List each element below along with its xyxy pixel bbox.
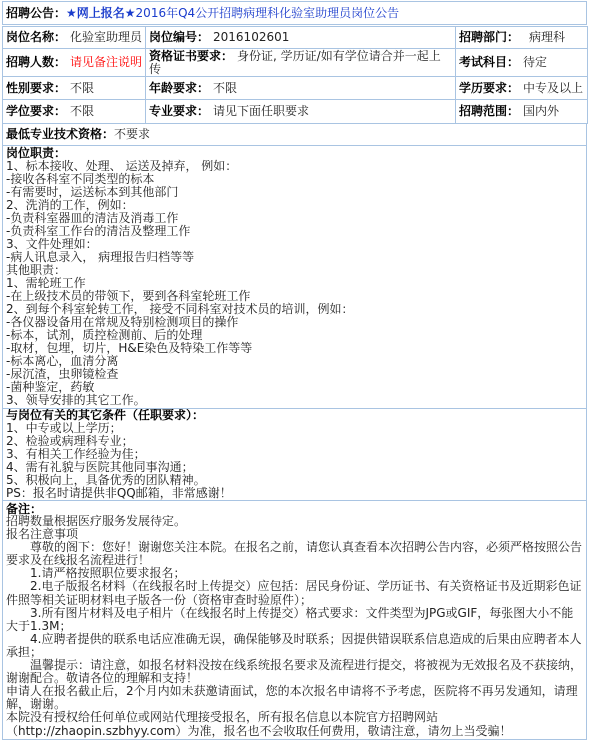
remarks-paragraph: 2.电子版报名材料（在线报名时上传提交）应包括：居民身份证、学历证书、有关资格证书及近期彩色证件照等相关证明材料电子版各一份（资格审查时验原件）； (6, 579, 582, 607)
duty-line: 3、文件处理如： (6, 237, 98, 251)
notice-bar (2, 1, 587, 25)
headcount-label: 招聘人数： (6, 55, 67, 69)
education-requirement-label: 学历要求： (459, 80, 520, 95)
duty-line: 1、标本接收、处理、 运送及掉弃， 例如： (6, 159, 238, 173)
department-cell (456, 27, 588, 49)
certificate-requirements-value: 身份证, 学历证/如有学位请合并一起上传 (149, 48, 441, 76)
notice-title-tag[interactable]: ★网上报名★ (66, 6, 136, 20)
headcount-cell (3, 49, 146, 77)
position-code-label: 岗位编号： (149, 30, 210, 44)
duty-line: -标本离心，血清分离 (6, 354, 119, 368)
position-name-value: 化验室助理员 (70, 30, 143, 44)
min-qualification-value: 不要求 (114, 127, 151, 141)
info-table (2, 26, 588, 124)
duties-heading: 岗位职责： (6, 146, 67, 160)
requirement-line: 4、需有礼貌与医院其他同事沟通； (6, 460, 194, 474)
position-code-value: 2016102601 (213, 30, 290, 44)
duty-line: -菌种鉴定，药敏 (6, 380, 95, 394)
certificate-requirements-cell (146, 49, 456, 77)
major-requirement-cell (146, 100, 456, 124)
gender-requirement-value: 不限 (70, 80, 95, 95)
info-row (3, 27, 588, 49)
gender-requirement-cell (3, 77, 146, 100)
info-row (3, 77, 588, 100)
requirement-line: 3、有相关工作经验为佳； (6, 447, 146, 461)
certificate-requirements-label: 资格证书要求： (149, 48, 234, 63)
department-value: 病理科 (529, 30, 566, 44)
duty-line: -在上级技术员的带领下，要到各科室轮班工作 (6, 289, 251, 303)
remarks-paragraph: 本院没有授权给任何单位或网站代理接受报名，所有报名信息以本院官方招聘网站（http://zhaopin.szbhyy.com）为准，报名也不会收取任何费用，敬请注意，请勿上当受骗！ (6, 710, 512, 738)
duty-line: -病人讯息录入， 病理报告归档等等 (6, 250, 195, 264)
age-requirement-cell (146, 77, 456, 100)
remarks-paragraph: 4.应聘者提供的联系电话应准确无误，确保能够及时联系；因提供错误联系信息造成的后果由应聘者本人承担； (6, 631, 582, 659)
duty-line: 3、领导安排的其它工作。 (6, 393, 146, 407)
exam-subject-label: 考试科目： (459, 55, 520, 69)
duty-line: -负责科室工作台的清洁及整理工作 (6, 224, 191, 238)
remarks-paragraph: 报名注意事项 (6, 527, 79, 542)
requirement-line: 2、检验或病理科专业； (6, 434, 134, 448)
remarks-section (2, 500, 587, 740)
min-qualification-row (2, 123, 587, 146)
info-row (3, 100, 588, 124)
duty-line: -取材，包埋，切片，H&E染色及特染工作等等 (6, 341, 253, 355)
duty-line: -有需要时，运送标本到其他部门 (6, 185, 179, 199)
duties-section (2, 145, 587, 409)
remarks-paragraph: 尊敬的阁下：您好！谢谢您关注本院。在报名之前，请您认真查看本次招聘公告内容，必须严格按照公告要求及在线报名流程进行！ (6, 540, 583, 568)
remarks-paragraph: 申请人在报名截止后，2个月内如未获邀请面试，您的本次报名申请将不予考虑，医院将不再另发通知，请理解，谢谢。 (6, 684, 578, 712)
duty-line: 2、到每个科室轮转工作， 接受不同科室对技术员的培训，例如： (6, 302, 354, 316)
duty-line: 1、需轮班工作 (6, 276, 86, 290)
position-name-cell (3, 27, 146, 49)
education-requirement-cell (456, 77, 588, 100)
requirements-section (2, 408, 587, 501)
remarks-paragraph: 招聘数量根据医疗服务发展待定。 (6, 514, 187, 528)
remarks-paragraph: 1.请严格按照职位要求报名； (6, 566, 186, 581)
age-requirement-label: 年龄要求： (149, 80, 210, 95)
degree-requirement-cell (3, 100, 146, 124)
requirement-line: 1、中专或以上学历； (6, 421, 122, 435)
duty-line: 2、洗消的工作，例如： (6, 198, 134, 212)
position-code-cell (146, 27, 456, 49)
gender-requirement-label: 性别要求： (6, 80, 67, 95)
remarks-heading: 备注： (6, 502, 43, 516)
position-name-label: 岗位名称： (6, 30, 67, 44)
requirement-line: 5、积极向上，具备优秀的团队精神。 (6, 473, 206, 487)
duty-line: -各仪器设备用在常规及特别检测项目的操作 (6, 315, 239, 329)
duty-line: -尿沉渣，虫卵镜检查 (6, 367, 119, 381)
notice-label: 招聘公告： (6, 6, 67, 20)
notice-title-text[interactable]: 2016年Q4公开招聘病理科化验室助理员岗位公告 (135, 6, 400, 20)
major-requirement-value: 请见下面任职要求 (213, 104, 310, 118)
min-qualification-label: 最低专业技术资格： (6, 127, 115, 141)
duty-line: -标本，试剂，质控检测前、后的处理 (6, 328, 203, 342)
recruitment-scope-cell (456, 100, 588, 124)
exam-subject-cell (456, 49, 588, 77)
department-label: 招聘部门： (459, 30, 520, 44)
remarks-paragraph: 3.所有图片材料及电子相片（在线报名时上传提交）格式要求：文件类型为JPG或GIF，每张图大小不能大于1.3M； (6, 605, 574, 633)
duty-line: -负责科室器皿的清洁及消毒工作 (6, 211, 179, 225)
duty-line: -接收各科室不同类型的标本 (6, 172, 155, 186)
headcount-value: 请见备注说明 (70, 55, 143, 69)
remarks-paragraph: 温馨提示：请注意，如报名材料没按在线系统报名要求及流程进行提交，将被视为无效报名及不获接纳，谢谢配合。敬请各位的理解和支持！ (6, 658, 583, 686)
degree-requirement-value: 不限 (70, 104, 95, 118)
info-row (3, 49, 588, 77)
duty-line: 其他职责： (6, 263, 67, 277)
recruitment-scope-value: 国内外 (523, 104, 560, 118)
education-requirement-value: 中专及以上 (523, 80, 584, 95)
requirements-heading: 与岗位有关的其它条件（任职要求）： (6, 408, 205, 422)
notice-title-link[interactable] (66, 6, 399, 20)
degree-requirement-label: 学位要求： (6, 104, 67, 118)
requirement-line: PS：报名时请提供非QQ邮箱，非常感谢！ (6, 486, 232, 500)
recruitment-scope-label: 招聘范围： (459, 104, 520, 118)
major-requirement-label: 专业要求： (149, 104, 210, 118)
exam-subject-value: 待定 (523, 55, 548, 69)
age-requirement-value: 不限 (213, 80, 238, 95)
